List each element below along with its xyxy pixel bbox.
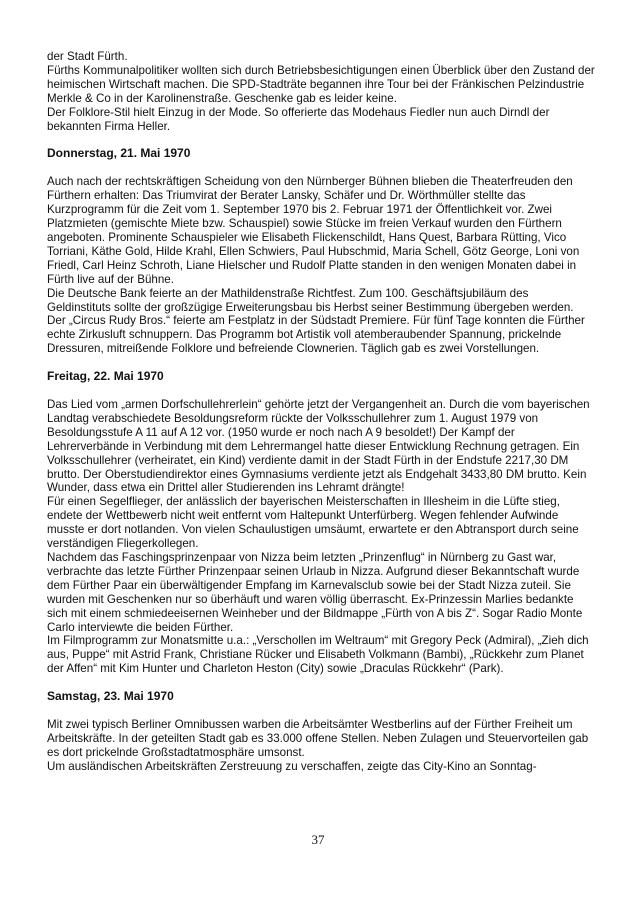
paragraph: Das Lied vom „armen Dorfschullehrerlein“ gehörte jetzt der Vergangenheit an. Durch die vom bayerischen Landtag verabschiedete Besoldungsreform rückte der Volksschullehrer zum 1. August 1979 von Besoldungsstufe A 11 auf A 12 vor. (1950 wurde er noch nach A 9 besoldet!) Der Kampf der Lehrerverbände in Verbindung mit dem Lehrermangel hatte dieser Entwicklung Rechnung getragen. Ein Volksschullehrer (verheiratet, ein Kind) verdiente damit in der Stadt Fürth in der Endstufe 2217,30 DM brutto. Der Oberstudiendirektor eines Gymnasiums verdiente jetzt als Endgehalt 3433,80 DM brutto. Kein Wunder, dass etwa ein Drittel aller Studierenden ins Lehramt drängte! Für einen Segelflieger, der anlässlich der bayerischen Meisterschaften in Illesheim in die Lüfte stieg, endete der Wettbewerb nicht weit entfernt vom Haltepunkt Unterfürberg. Wegen fehlender Aufwinde musste er dort notlanden. Von vielen Schaulustigen umsäumt, erwartete er den Abtransport durch seine verständigen Fliegerkollegen. Nachdem das Faschingsprinzenpaar von Nizza beim letzten „Prinzenflug“ in Nürnberg zu Gast war, verbrachte das letzte Fürther Prinzenpaar seinen Urlaub in Nizza. Aufgrund dieser Bekanntschaft wurde dem Fürther Paar ein überwältigender Empfang im Karnevalsclub sowie bei der Stadt Nizza zuteil. Sie wurden mit Geschenken nur so überhäuft und waren völlig überrascht. Ex-Prinzessin Marlies bedankte sich mit einem schmiedeeisernen Weinheber und der Bildmappe „Fürth von A bis Z“. Sogar Radio Monte Carlo interviewte die beiden Fürther. Im Filmprogramm zur Monatsmitte u.a.: „Verschollen im Weltraum“ mit Gregory Peck (Admiral), „Zieh dich aus, Puppe“ mit Astrid Frank, Christiane Rücker und Elisabeth Volkmann (Bambi), „Rückkehr zum Planet der Affen“ mit Kim Hunter und Charleton Heston (City) sowie „Draculas Rückkehr“ (Park). [47,398,590,676]
paragraph: Auch nach der rechtskräftigen Scheidung von den Nürnberger Bühnen blieben die Theaterfreuden den Fürthern erhalten: Das Triumvirat der Berater Lansky, Schäfer und Dr. Wörthmüller stellte das Kurzprogramm für die Zeit vom 1. September 1970 bis 2. Februar 1971 der Öffentlichkeit vor. Zwei Platzmieten (gemischte Miete bzw. Schauspiel) sowie Stücke im freien Verkauf wurden den Fürthern angeboten. Prominente Schauspieler wie Elisabeth Flickenschildt, Hans Quest, Barbara Rütting, Vico Torriani, Käthe Gold, Hilde Krahl, Ellen Schwiers, Paul Hubschmid, Maria Schell, Götz George, Loni von Friedl, Carl Heinz Schroth, Liane Hielscher und Rudolf Platte standen in den wenigen Monaten dabei in Fürth live auf der Bühne. Die Deutsche Bank feierte an der Mathildenstraße Richtfest. Zum 100. Geschäftsjubiläum des Geldinstituts sollte der großzügige Erweiterungsbau bis Herbst seiner Bestimmung übergeben werden. Der „Circus Rudy Bros.“ feierte am Festplatz in der Südstadt Premiere. Für fünf Tage konnten die Fürther echte Zirkusluft schnuppern. Das Programm bot Artistik voll atemberaubender Spannung, prickelnde Dressuren, mitreißende Folklore und befreiende Clownerien. Täglich gab es zwei Vorstellungen. [47,175,585,356]
section-heading: Donnerstag, 21. Mai 1970 [47,146,191,161]
page-body [47,50,595,774]
section-heading: Freitag, 22. Mai 1970 [47,369,164,384]
section-heading: Samstag, 23. Mai 1970 [47,689,174,704]
page-number: 37 [311,832,325,847]
paragraph: der Stadt Fürth. Fürths Kommunalpolitiker wollten sich durch Betriebsbesichtigungen einen Überblick über den Zustand der heimischen Wirtschaft machen. Die SPD-Stadträte begannen ihre Tour bei der Fränkischen Pelzindustrie Merkle & Co in der Karolinenstraße. Geschenke gab es leider keine. Der Folklore-Stil hielt Einzug in der Mode. So offerierte das Modehaus Fiedler nun auch Dirndl der bekannten Firma Heller. [47,50,595,133]
paragraph: Mit zwei typisch Berliner Omnibussen warben die Arbeitsämter Westberlins auf der Fürther Freiheit um Arbeitskräfte. In der geteilten Stadt gab es 33.000 offene Stellen. Neben Zulagen und Steuervorteilen gab es dort prickelnde Großstadtatmosphäre umsonst. Um ausländischen Arbeitskräften Zerstreuung zu verschaffen, zeigte das City-Kino an Sonntag- [47,718,589,773]
